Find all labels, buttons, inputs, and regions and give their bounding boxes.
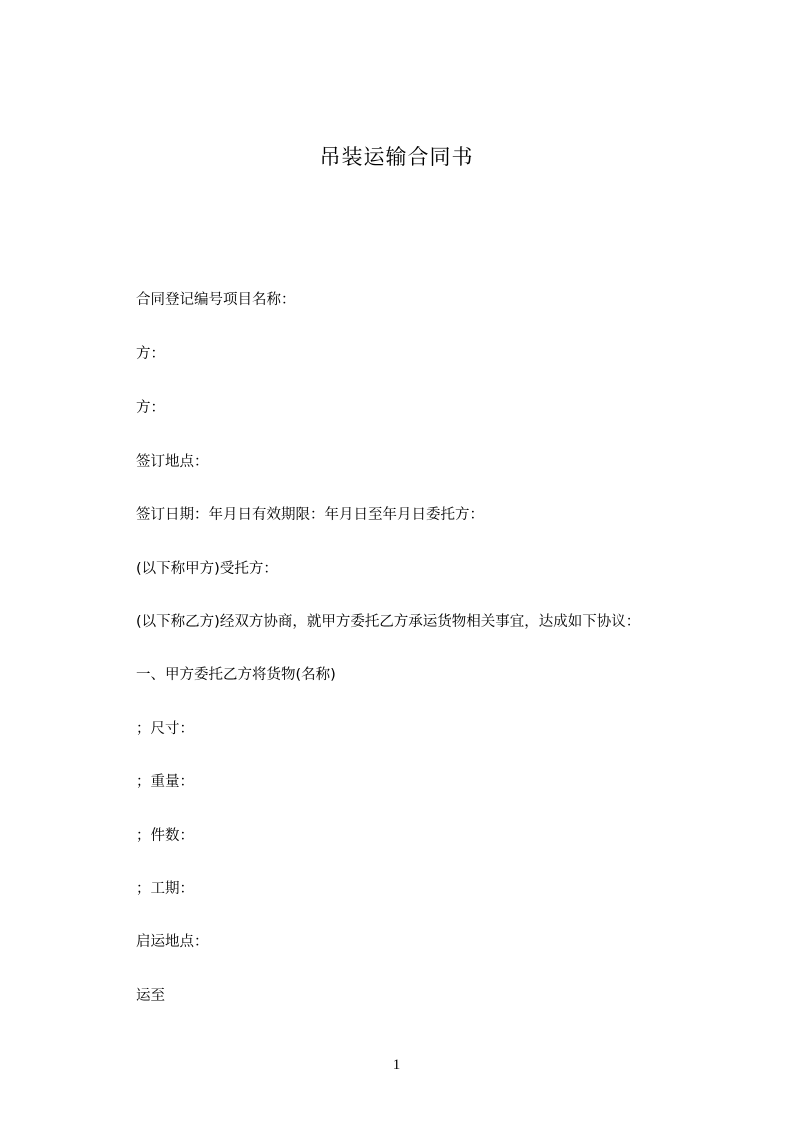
- signing-place-line: 签订地点：: [136, 454, 209, 470]
- signing-date-line: 签订日期：年月日有效期限：年月日至年月日委托方：: [136, 507, 484, 523]
- agreement-intro-line: (以下称乙方)经双方协商，就甲方委托乙方承运货物相关事宜，达成如下协议：: [136, 614, 641, 630]
- document-title: 吊装运输合同书: [319, 145, 474, 169]
- party-b-line: 方：: [136, 400, 165, 416]
- duration-line: ；工期：: [136, 881, 194, 897]
- contract-registration-line: 合同登记编号项目名称：: [136, 292, 296, 308]
- party-a-line: 方：: [136, 346, 165, 362]
- page-number: 1: [392, 1057, 401, 1073]
- clause-one-line: 一、甲方委托乙方将货物(名称): [136, 667, 336, 683]
- size-line: ；尺寸：: [136, 721, 194, 737]
- destination-line: 运至: [136, 988, 165, 1004]
- departure-place-line: 启运地点：: [136, 934, 209, 950]
- quantity-line: ；件数：: [136, 828, 194, 844]
- weight-line: ；重量：: [136, 774, 194, 790]
- party-a-designation-line: (以下称甲方)受托方：: [136, 561, 278, 577]
